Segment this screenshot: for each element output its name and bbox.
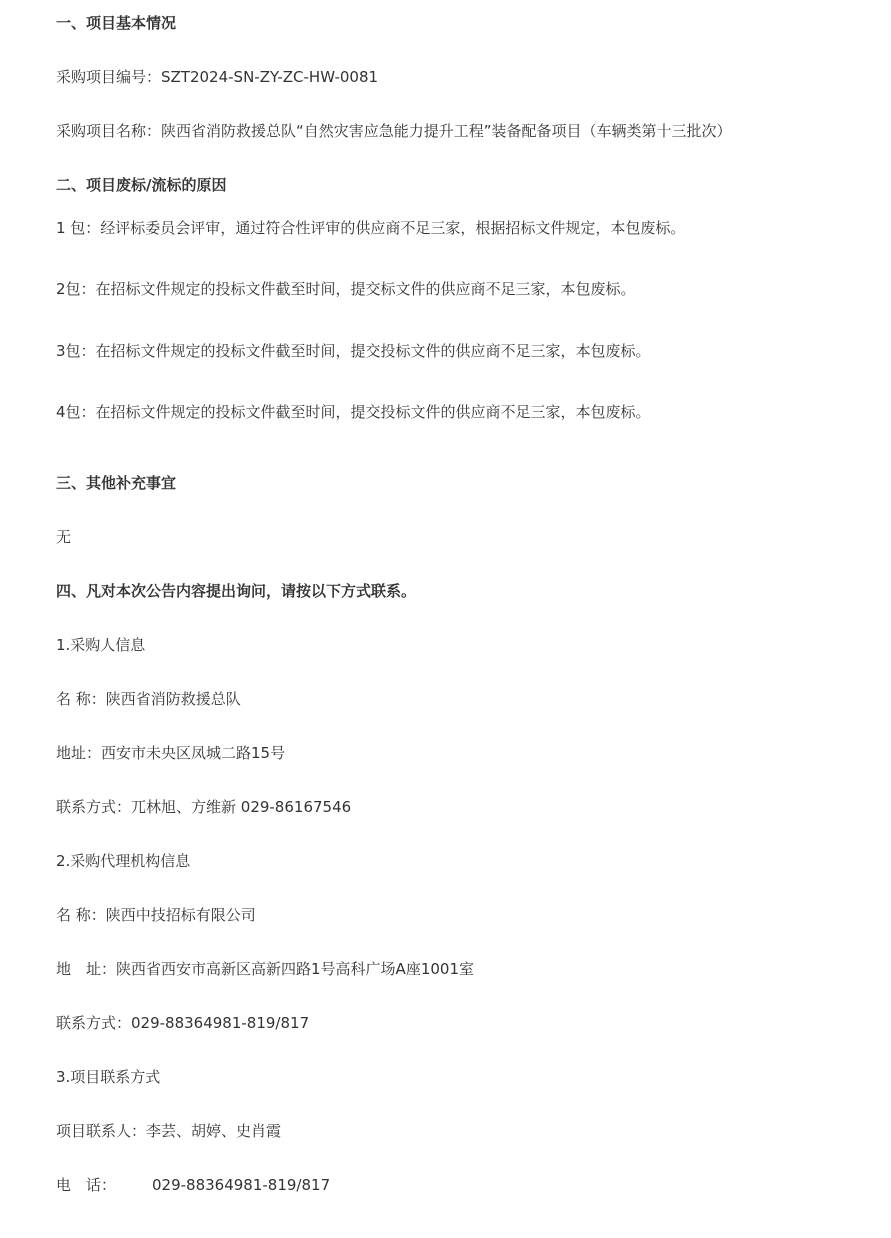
agency-name: 名 称：陕西中技招标有限公司 [56,906,256,924]
purchaser-contact: 联系方式：兀林旭、方维新 029-86167546 [56,798,352,816]
purchaser-name: 名 称：陕西省消防救援总队 [56,690,241,708]
project-number: 采购项目编号：SZT2024-SN-ZY-ZC-HW-0081 [56,68,379,86]
purchaser-address: 地址：西安市未央区凤城二路15号 [56,744,286,762]
agency-title: 2.采购代理机构信息 [56,852,191,870]
section2-heading: 二、项目废标/流标的原因 [56,176,227,194]
agency-address-value: 陕西省西安市高新区高新四路1号高科广场A座1001室 [116,960,474,978]
section3-heading: 三、其他补充事宜 [56,474,177,492]
project-contact-phone [56,1175,330,1195]
project-contact-title: 3.项目联系方式 [56,1068,161,1086]
package-3-reason: 3包：在招标文件规定的投标文件截至时间，提交投标文件的供应商不足三家，本包废标。 [56,342,651,360]
package-2-reason: 2包：在招标文件规定的投标文件截至时间，提交标文件的供应商不足三家，本包废标。 [56,280,636,298]
phone-label: 电 话： [56,1176,117,1194]
package-4-reason: 4包：在招标文件规定的投标文件截至时间，提交投标文件的供应商不足三家，本包废标。 [56,403,651,421]
project-name: 采购项目名称：陕西省消防救援总队“自然灾害应急能力提升工程”装备配备项目（车辆类第十三批次） [56,122,732,140]
project-contact-persons: 项目联系人：李芸、胡婷、史肖霞 [56,1122,282,1140]
section3-content: 无 [56,528,72,546]
purchaser-title: 1.采购人信息 [56,636,146,654]
agency-address [56,959,474,979]
agency-address-label: 地 址： [56,960,117,978]
agency-contact: 联系方式：029-88364981-819/817 [56,1014,310,1032]
section1-heading: 一、项目基本情况 [56,14,177,32]
section4-heading: 四、凡对本次公告内容提出询问，请按以下方式联系。 [56,582,417,600]
package-1-reason: 1 包：经评标委员会评审，通过符合性评审的供应商不足三家，根据招标文件规定，本包废标。 [56,219,686,237]
phone-value: 029-88364981-819/817 [152,1176,331,1194]
